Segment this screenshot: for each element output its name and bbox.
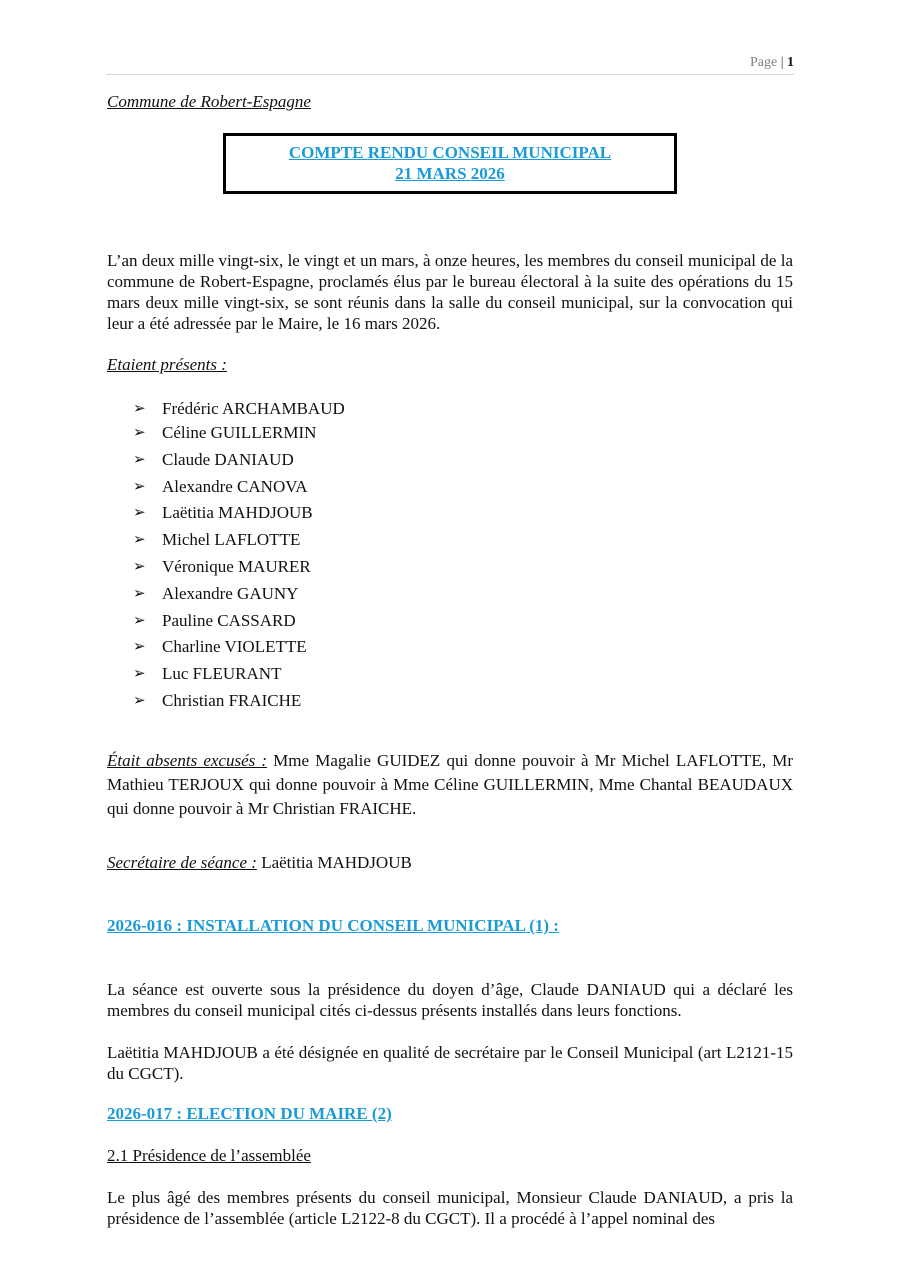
member-item [107, 398, 345, 422]
member-item [107, 449, 345, 476]
member-name: Charline VIOLETTE [162, 637, 307, 657]
document-title: COMPTE RENDU CONSEIL MUNICIPAL [288, 143, 612, 162]
document-date: 21 MARS 2026 [395, 164, 505, 183]
arrow-bullet-icon: ➢ [133, 425, 146, 441]
member-name: Pauline CASSARD [162, 610, 296, 630]
member-item [107, 663, 345, 690]
arrow-bullet-icon: ➢ [133, 585, 146, 602]
section2-paragraph-1: Le plus âgé des membres présents du conseil municipal, Monsieur Claude DANIAUD, a pris la présidence de l’assemblée (article L2122-8 du CGCT). Il a procédé à l’appel nominal des [107, 1188, 793, 1228]
absent-paragraph [107, 749, 793, 821]
member-name: Christian FRAICHE [162, 690, 302, 710]
arrow-bullet-icon: ➢ [133, 532, 146, 549]
member-name: Luc FLEURANT [162, 664, 282, 684]
member-name: Frédéric ARCHAMBAUD [162, 399, 345, 418]
member-item [107, 529, 345, 556]
page-header [106, 55, 794, 75]
member-name: Laëtitia MAHDJOUB [162, 503, 313, 523]
member-item [107, 422, 345, 449]
member-item [107, 610, 345, 637]
page-label: Page [749, 55, 778, 70]
member-name: Alexandre CANOVA [162, 476, 308, 496]
secretary-line [107, 853, 412, 873]
member-item [107, 502, 345, 529]
section2-heading: 2026-017 : ELECTION DU MAIRE (2) [107, 1104, 392, 1123]
page-number: 1 [787, 55, 794, 70]
arrow-bullet-icon: ➢ [133, 451, 146, 468]
present-label: Etaient présents : [107, 355, 227, 374]
arrow-bullet-icon: ➢ [133, 639, 146, 656]
absent-label: Était absents excusés : [107, 751, 268, 770]
member-name: Véronique MAURER [162, 556, 311, 576]
page-separator: | [780, 55, 784, 70]
section1-paragraph-2: Laëtitia MAHDJOUB a été désignée en qualité de secrétaire par le Conseil Municipal (art L2121-15 du CGCT). [107, 1043, 793, 1083]
member-name: Claude DANIAUD [162, 449, 294, 469]
document-title-box [223, 133, 677, 194]
member-name: Michel LAFLOTTE [162, 530, 301, 550]
member-item [107, 636, 345, 663]
present-members-list [107, 398, 345, 717]
section2-subheading: 2.1 Présidence de l’assemblée [107, 1146, 311, 1165]
member-name: Céline GUILLERMIN [162, 423, 317, 442]
arrow-bullet-icon: ➢ [133, 558, 146, 575]
member-item [107, 690, 345, 717]
section1-paragraph-1: La séance est ouverte sous la présidence du doyen d’âge, Claude DANIAUD qui a déclaré les membres du conseil municipal cités ci-dessus présents installés dans leurs fonctions. [107, 980, 793, 1020]
absent-text: Mme Magalie GUIDEZ qui donne pouvoir à Mr Michel LAFLOTTE, Mr Mathieu TERJOUX qui donne pouvoir à Mme Céline GUILLERMIN, Mme Chantal BEAUDAUX qui donne pouvoir à Mr Christian FRAICHE. [107, 751, 793, 818]
secretary-name: Laëtitia MAHDJOUB [256, 853, 412, 872]
arrow-bullet-icon: ➢ [133, 666, 146, 683]
commune-name: Commune de Robert-Espagne [107, 92, 311, 111]
section1-heading: 2026-016 : INSTALLATION DU CONSEIL MUNICIPAL (1) : [107, 916, 559, 935]
arrow-bullet-icon: ➢ [133, 505, 146, 522]
arrow-bullet-icon: ➢ [133, 478, 146, 495]
arrow-bullet-icon: ➢ [133, 401, 146, 417]
member-item [107, 476, 345, 503]
member-item [107, 583, 345, 610]
member-item [107, 556, 345, 583]
intro-paragraph: L’an deux mille vingt-six, le vingt et un mars, à onze heures, les membres du conseil municipal de la commune de Robert-Espagne, proclamés élus par le bureau électoral à la suite des opérations du 15 mars deux mille vingt-six, se sont réunis dans la salle du conseil municipal, sur la convocation qui leur a été adressée par le Maire, le 16 mars 2026. [107, 251, 793, 333]
arrow-bullet-icon: ➢ [133, 692, 146, 709]
secretary-label: Secrétaire de séance : [107, 853, 257, 872]
arrow-bullet-icon: ➢ [133, 612, 146, 629]
member-name: Alexandre GAUNY [162, 583, 299, 603]
